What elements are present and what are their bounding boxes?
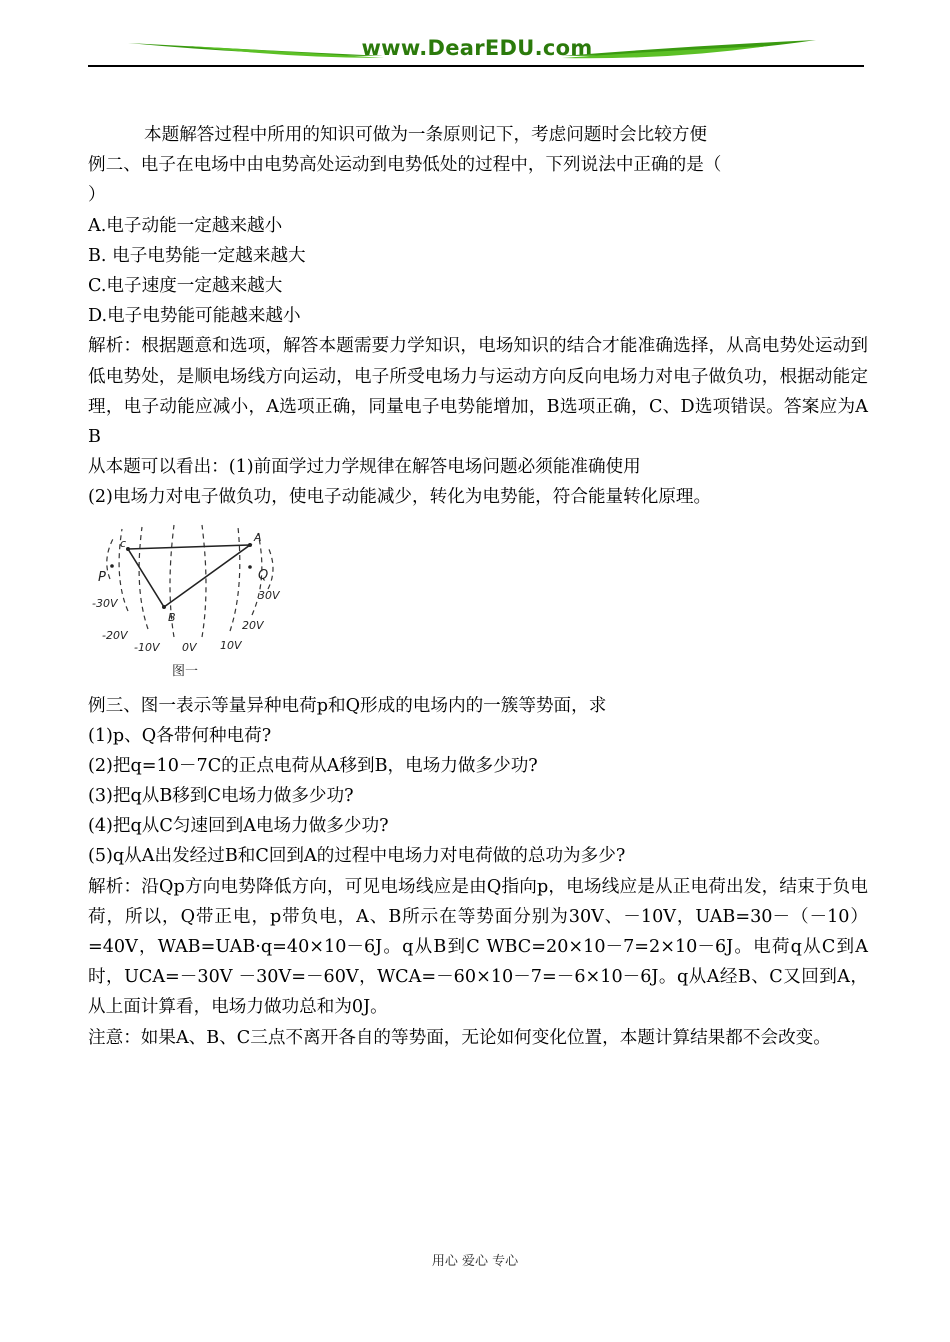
example3-part-5: (5)q从A出发经过B和C回到A的过程中电场力对电荷做的总功为多少? [88,846,626,867]
label-minus30v: -30V [92,596,118,610]
example2-note-1: 从本题可以看出：(1)前面学过力学规律在解答电场问题必须能准确使用 [88,457,641,478]
label-0v: 0V [182,640,197,654]
page-header [88,34,864,68]
example3-part-2: (2)把q=10－7C的正点电荷从A移到B，电场力做多少功? [88,755,538,776]
site-brand: www.DearEDU.com [361,36,593,60]
example3-part-3: (3)把q从B移到C电场力做多少功? [88,786,354,807]
label-30v: 30V [258,588,280,602]
intro-paragraph: 本题解答过程中所用的知识可做为一条原则记下，考虑问题时会比较方便 [144,125,708,145]
right-swoosh-icon [558,34,818,68]
label-10v: 10V [220,638,242,652]
option-a: A.电子动能一定越来越小 [88,215,283,236]
option-d: D.电子电势能可能越来越小 [88,306,301,327]
example2-question: 例二、电子在电场中由电势高处运动到电势低处的过程中，下列说法中正确的是（ [88,155,722,176]
label-point-c: c [120,536,127,550]
label-minus10v: -10V [134,640,160,654]
example3-part-1: (1)p、Q各带何种电荷? [88,725,272,746]
example2-note-2: (2)电场力对电子做负功，使电子动能减少，转化为电势能，符合能量转化原理。 [88,487,712,508]
example2-question-end: ） [88,185,106,206]
option-b: B. 电子电势能一定越来越大 [88,245,306,266]
example3-question: 例三、图一表示等量异种电荷p和Q形成的电场内的一簇等势面，求 [88,695,607,716]
header-rule [88,65,864,67]
example3-notice: 注意：如果A、B、C三点不离开各自的等势面，无论如何变化位置，本题计算结果都不会改变。 [88,1027,831,1048]
example2-solution: 解析：根据题意和选项，解答本题需要力学知识，电场知识的结合才能准确选择，从高电势处运动到低电势处，是顺电场线方向运动，电子所受电场力与运动方向反向电场力对电子做负功，根据动能定理，电子动能应减小，A选项正确，同量电子电势能增加，B选项正确，C、D选项错误。答案应为A B [88,336,868,447]
page-footer: 用心 爱心 专心 [431,1254,519,1269]
label-20v: 20V [242,618,264,632]
figure-caption: 图一 [172,663,199,679]
label-point-a: A [254,530,262,544]
label-point-b: B [168,610,176,624]
equipotential-figure [92,519,282,679]
document-body [88,120,868,1053]
label-minus20v: -20V [102,628,128,642]
label-point-q: Q [258,567,269,583]
option-c: C.电子速度一定越来越大 [88,275,283,296]
label-point-p: P [98,569,106,585]
example3-solution: 解析：沿Qp方向电势降低方向，可见电场线应是由Q指向p，电场线应是从正电荷出发，结束于负电荷，所以，Q带正电，p带负电，A、B所示在等势面分别为30V、－10V，UAB=30－（－10）=40V，WAB=UAB·q=40×10－6J。q从B到C WBC=20×10－7=2×10－6J。电荷q从C到A时，UCA=－30V －30V=－60V，WCA=－60×10－7=－6×10－6J。q从A经B、C又回到A，从上面计算看，电场力做功总和为0J。 [88,876,868,1018]
example3-part-4: (4)把q从C匀速回到A电场力做多少功? [88,816,389,837]
